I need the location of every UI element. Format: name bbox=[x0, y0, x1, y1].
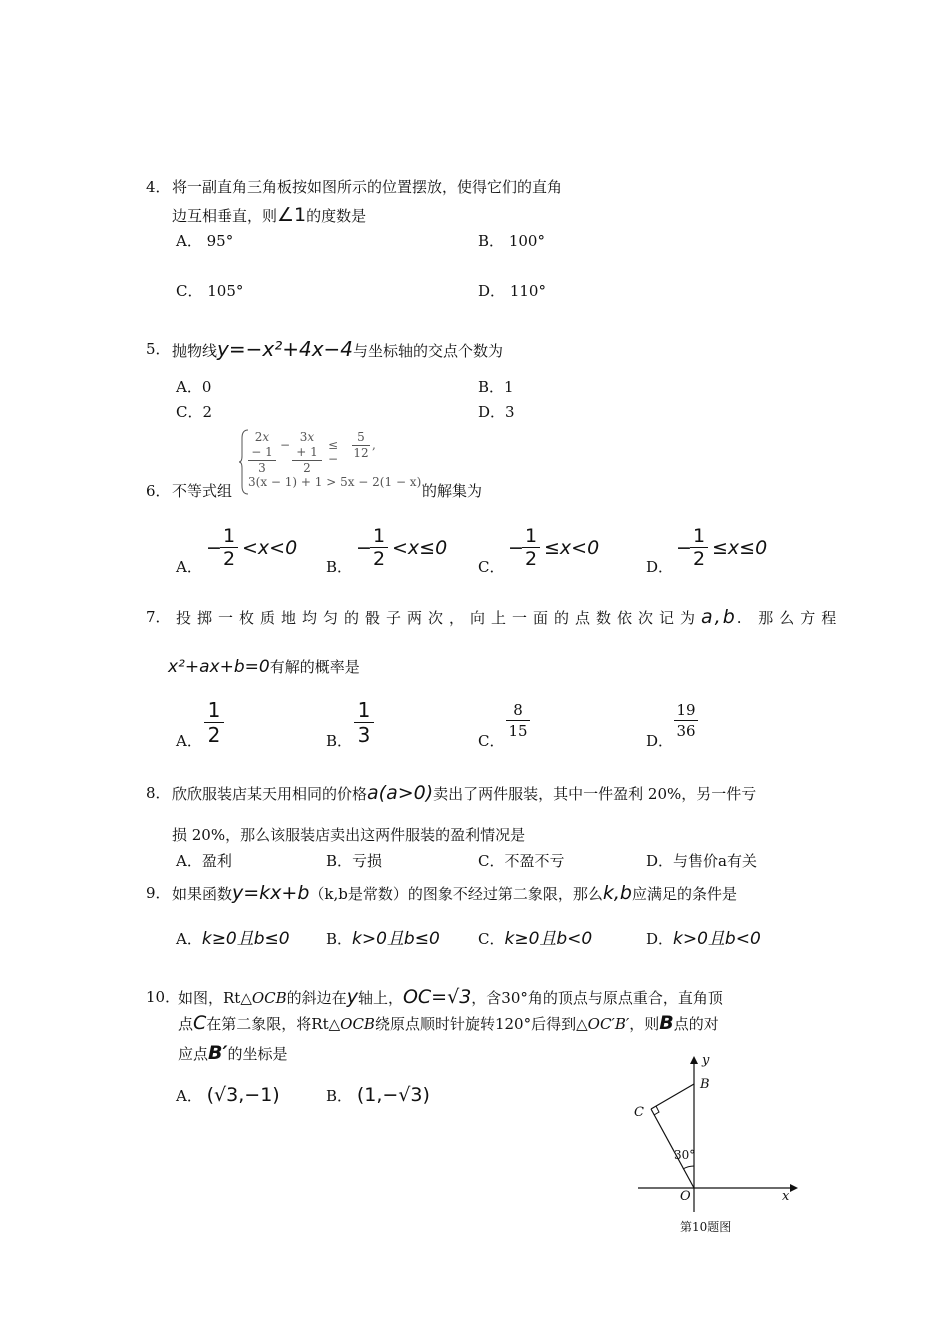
q5-option-a[interactable] bbox=[176, 378, 211, 396]
q10-line1 bbox=[178, 988, 723, 1007]
q8-a-value: 盈利 bbox=[201, 852, 232, 870]
q10-y-axis: y bbox=[346, 986, 358, 1008]
q8-d-label: D． bbox=[646, 852, 674, 870]
q10-line2 bbox=[178, 1014, 719, 1033]
q9-post: 应满足的条件是 bbox=[632, 885, 738, 903]
q9-option-a[interactable] bbox=[176, 930, 290, 948]
q10-point-b-prime: B′ bbox=[208, 1042, 228, 1064]
q5-pre: 抛物线 bbox=[172, 342, 218, 360]
q10-point-b: B bbox=[659, 1012, 674, 1034]
q4-a-label: A． bbox=[176, 232, 202, 250]
q10-line2-b: 在第二象限，将Rt bbox=[206, 1015, 329, 1033]
q8-option-b[interactable] bbox=[326, 852, 382, 870]
q7-line1-tail: . 那么方程 bbox=[736, 609, 843, 627]
q6-b-minus: − bbox=[356, 537, 372, 559]
q4-c-value: 105° bbox=[207, 282, 244, 300]
q4-b-value: 100° bbox=[508, 232, 545, 250]
q4-option-c[interactable] bbox=[176, 282, 243, 300]
q9-d-value: k>0且b<0 bbox=[673, 929, 761, 949]
figure-label-x: x bbox=[782, 1189, 790, 1204]
q9-c-value: k≥0且b<0 bbox=[504, 929, 593, 949]
q9-stem bbox=[172, 884, 737, 903]
q7-b-label: B． bbox=[326, 732, 353, 750]
q4-d-label: D． bbox=[478, 282, 506, 300]
q6-inequality-system: $\frac{2x - 1}{3}$ − $\frac{3x + 1}{2}$ ≤ − $\frac{5}{12}$ , 3(x − 1) + 1 > 5x − 2(1 − x). bbox=[238, 428, 418, 498]
q10-line1-c: 轴上， bbox=[357, 989, 403, 1007]
q8-option-a[interactable] bbox=[176, 852, 232, 870]
q10-a-value: (√3,−1) bbox=[206, 1084, 280, 1106]
q9-b-label: B． bbox=[326, 930, 353, 948]
q5-c-label: C． bbox=[176, 403, 203, 421]
q6-pre: 不等式组 bbox=[172, 482, 233, 500]
q7-a-label: A． bbox=[176, 732, 202, 750]
q4-line2 bbox=[172, 206, 366, 225]
q9-c-label: C． bbox=[478, 930, 505, 948]
q6-a-label: A． bbox=[176, 558, 202, 576]
q6-d-minus: − bbox=[676, 537, 692, 559]
q5-stem bbox=[172, 337, 504, 361]
q6-b-rest: <x≤0 bbox=[392, 537, 448, 559]
q10-a-label: A． bbox=[176, 1087, 202, 1105]
q6-c-label: C． bbox=[478, 558, 505, 576]
q9-a-value: k≥0且b≤0 bbox=[201, 929, 290, 949]
q9-number: 9． bbox=[146, 884, 171, 902]
q4-number: 4． bbox=[146, 178, 171, 196]
angle-arc-icon bbox=[683, 1166, 694, 1169]
figure-label-30deg: 30° bbox=[674, 1148, 696, 1162]
q8-price: a(a>0) bbox=[367, 782, 434, 804]
q4-c-label: C． bbox=[176, 282, 203, 300]
q6-c-minus: − bbox=[508, 537, 524, 559]
q6-a-rest: <x<0 bbox=[242, 537, 298, 559]
q5-d-label: D． bbox=[478, 403, 506, 421]
q6-hidden-sys1 bbox=[0, 0, 1, 1]
q10-line2-a: 点 bbox=[178, 1015, 194, 1033]
q10-triangle-2: △OCB bbox=[328, 1015, 375, 1033]
q4-option-a[interactable] bbox=[176, 232, 233, 250]
q7-d-label: D． bbox=[646, 732, 674, 750]
q6-d-label: D． bbox=[646, 558, 674, 576]
q7-equation: x²+ax+b=0 bbox=[168, 657, 270, 677]
q10-line1-d: ，含30°角的顶点与原点重合，直角顶 bbox=[471, 989, 723, 1007]
q7-line2 bbox=[168, 658, 360, 676]
q6-a-minus: − bbox=[206, 537, 222, 559]
figure-caption: 第10题图 bbox=[680, 1220, 732, 1234]
figure-label-o: O bbox=[680, 1189, 691, 1204]
q4-option-d[interactable] bbox=[478, 282, 546, 300]
q7-c-label: C． bbox=[478, 732, 505, 750]
q7-option-b[interactable]: $\frac{1}{3}$ bbox=[354, 698, 374, 747]
q8-c-value: 不盈不亏 bbox=[504, 852, 565, 870]
q8-line2: 损 20%，那么该服装店卖出这两件服装的盈利情况是 bbox=[172, 826, 526, 844]
q5-number: 5． bbox=[146, 340, 171, 358]
q4-option-b[interactable] bbox=[478, 232, 545, 250]
q4-b-label: B． bbox=[478, 232, 505, 250]
q10-line3-a: 应点 bbox=[178, 1045, 209, 1063]
q9-option-b[interactable] bbox=[326, 930, 440, 948]
x-axis-arrow-icon bbox=[790, 1184, 798, 1192]
q10-option-a[interactable] bbox=[176, 1086, 280, 1105]
q7-option-c[interactable]: $\frac{8}{15}$ bbox=[506, 700, 530, 741]
q4-line2-text: 边互相垂直，则 bbox=[172, 207, 278, 225]
q5-option-b[interactable] bbox=[478, 378, 514, 396]
q5-post: 与坐标轴的交点个数为 bbox=[353, 342, 504, 360]
q10-line1-b: 的斜边在 bbox=[286, 989, 347, 1007]
figure-label-y: y bbox=[702, 1053, 710, 1068]
q10-oc-eq: OC=√3 bbox=[402, 986, 472, 1008]
q6-d-rest: ≤x≤0 bbox=[712, 537, 768, 559]
q10-point-c: C bbox=[193, 1012, 207, 1034]
q8-option-d[interactable] bbox=[646, 852, 757, 870]
q10-line2-d: ，则 bbox=[629, 1015, 660, 1033]
q8-d-value: 与售价a有关 bbox=[673, 852, 757, 870]
y-axis-arrow-icon bbox=[690, 1056, 698, 1064]
q5-b-label: B． bbox=[478, 378, 505, 396]
figure-label-b: B bbox=[700, 1077, 710, 1092]
q10-line3-b: 的坐标是 bbox=[227, 1045, 288, 1063]
q6-c-rest: ≤x<0 bbox=[544, 537, 600, 559]
q8-b-label: B． bbox=[326, 852, 353, 870]
q9-option-d[interactable] bbox=[646, 930, 761, 948]
q8-number: 8． bbox=[146, 784, 171, 802]
q5-a-value: 0 bbox=[201, 378, 212, 396]
q10-line3 bbox=[178, 1044, 288, 1063]
q6-post: 的解集为 bbox=[422, 482, 483, 500]
q9-pre: 如果函数 bbox=[172, 885, 233, 903]
q7-option-a[interactable]: $\frac{1}{2}$ bbox=[204, 698, 224, 747]
q9-vars: k,b bbox=[602, 882, 632, 904]
q5-option-c[interactable] bbox=[176, 403, 212, 421]
q7-line2-text: 有解的概率是 bbox=[269, 658, 360, 676]
q8-a-label: A． bbox=[176, 852, 202, 870]
q6-number: 6． bbox=[146, 482, 171, 500]
q10-triangle-rotated: △OC′B′ bbox=[576, 1015, 630, 1033]
q10-figure-diagram bbox=[630, 1052, 800, 1217]
q10-b-label: B． bbox=[326, 1087, 353, 1105]
q9-b-value: k>0且b≤0 bbox=[352, 929, 440, 949]
q9-d-label: D． bbox=[646, 930, 674, 948]
q7-option-d[interactable]: $\frac{19}{36}$ bbox=[674, 700, 698, 741]
q8-b-value: 亏损 bbox=[352, 852, 383, 870]
q4-angle-symbol: ∠1 bbox=[277, 204, 307, 226]
q8-line1-text: 欣欣服装店某天用相同的价格 bbox=[172, 785, 368, 803]
q10-figure bbox=[630, 1052, 800, 1242]
q8-c-label: C． bbox=[478, 852, 505, 870]
q4-line2-tail: 的度数是 bbox=[306, 207, 367, 225]
figure-label-c: C bbox=[634, 1105, 644, 1120]
q7-line1 bbox=[176, 608, 842, 627]
segment-cb bbox=[651, 1084, 694, 1109]
q5-b-value: 1 bbox=[504, 378, 514, 396]
q10-line2-c: 绕原点顺时针旋转120°后得到 bbox=[374, 1015, 577, 1033]
q7-line1-text: 投掷一枚质地均匀的骰子两次，向上一面的点数依次记为 bbox=[176, 609, 702, 627]
q5-equation: y=−x²+4x−4 bbox=[217, 337, 354, 361]
q4-d-value: 110° bbox=[509, 282, 546, 300]
q5-d-value: 3 bbox=[505, 403, 515, 421]
q10-option-b[interactable] bbox=[326, 1086, 430, 1105]
q8-option-c[interactable] bbox=[478, 852, 565, 870]
q5-a-label: A． bbox=[176, 378, 202, 396]
q9-option-c[interactable] bbox=[478, 930, 592, 948]
q4-line1: 将一副直角三角板按如图所示的位置摆放，使得它们的直角 bbox=[172, 178, 563, 196]
q10-b-value: (1,−√3) bbox=[356, 1084, 430, 1106]
q8-line1 bbox=[172, 784, 756, 803]
q8-line1-tail: 卖出了两件服装，其中一件盈利 20%，另一件亏 bbox=[433, 785, 757, 803]
q10-triangle: △OCB bbox=[240, 989, 287, 1007]
q5-option-d[interactable] bbox=[478, 403, 515, 421]
q4-a-value: 95° bbox=[206, 232, 234, 250]
q10-line2-e: 点的对 bbox=[673, 1015, 719, 1033]
q9-a-label: A． bbox=[176, 930, 202, 948]
q7-number: 7． bbox=[146, 608, 171, 626]
q6-b-label: B． bbox=[326, 558, 353, 576]
q10-number: 10． bbox=[146, 988, 181, 1006]
q9-equation: y=kx+b bbox=[232, 882, 310, 904]
q7-vars: a,b bbox=[701, 606, 737, 628]
q5-c-value: 2 bbox=[202, 403, 213, 421]
q10-line1-a: 如图，Rt bbox=[178, 989, 241, 1007]
q6-system-line2: 3(x − 1) + 1 > 5x − 2(1 − x). bbox=[248, 475, 426, 489]
q9-mid: （k,b是常数）的图象不经过第二象限，那么 bbox=[309, 885, 603, 903]
